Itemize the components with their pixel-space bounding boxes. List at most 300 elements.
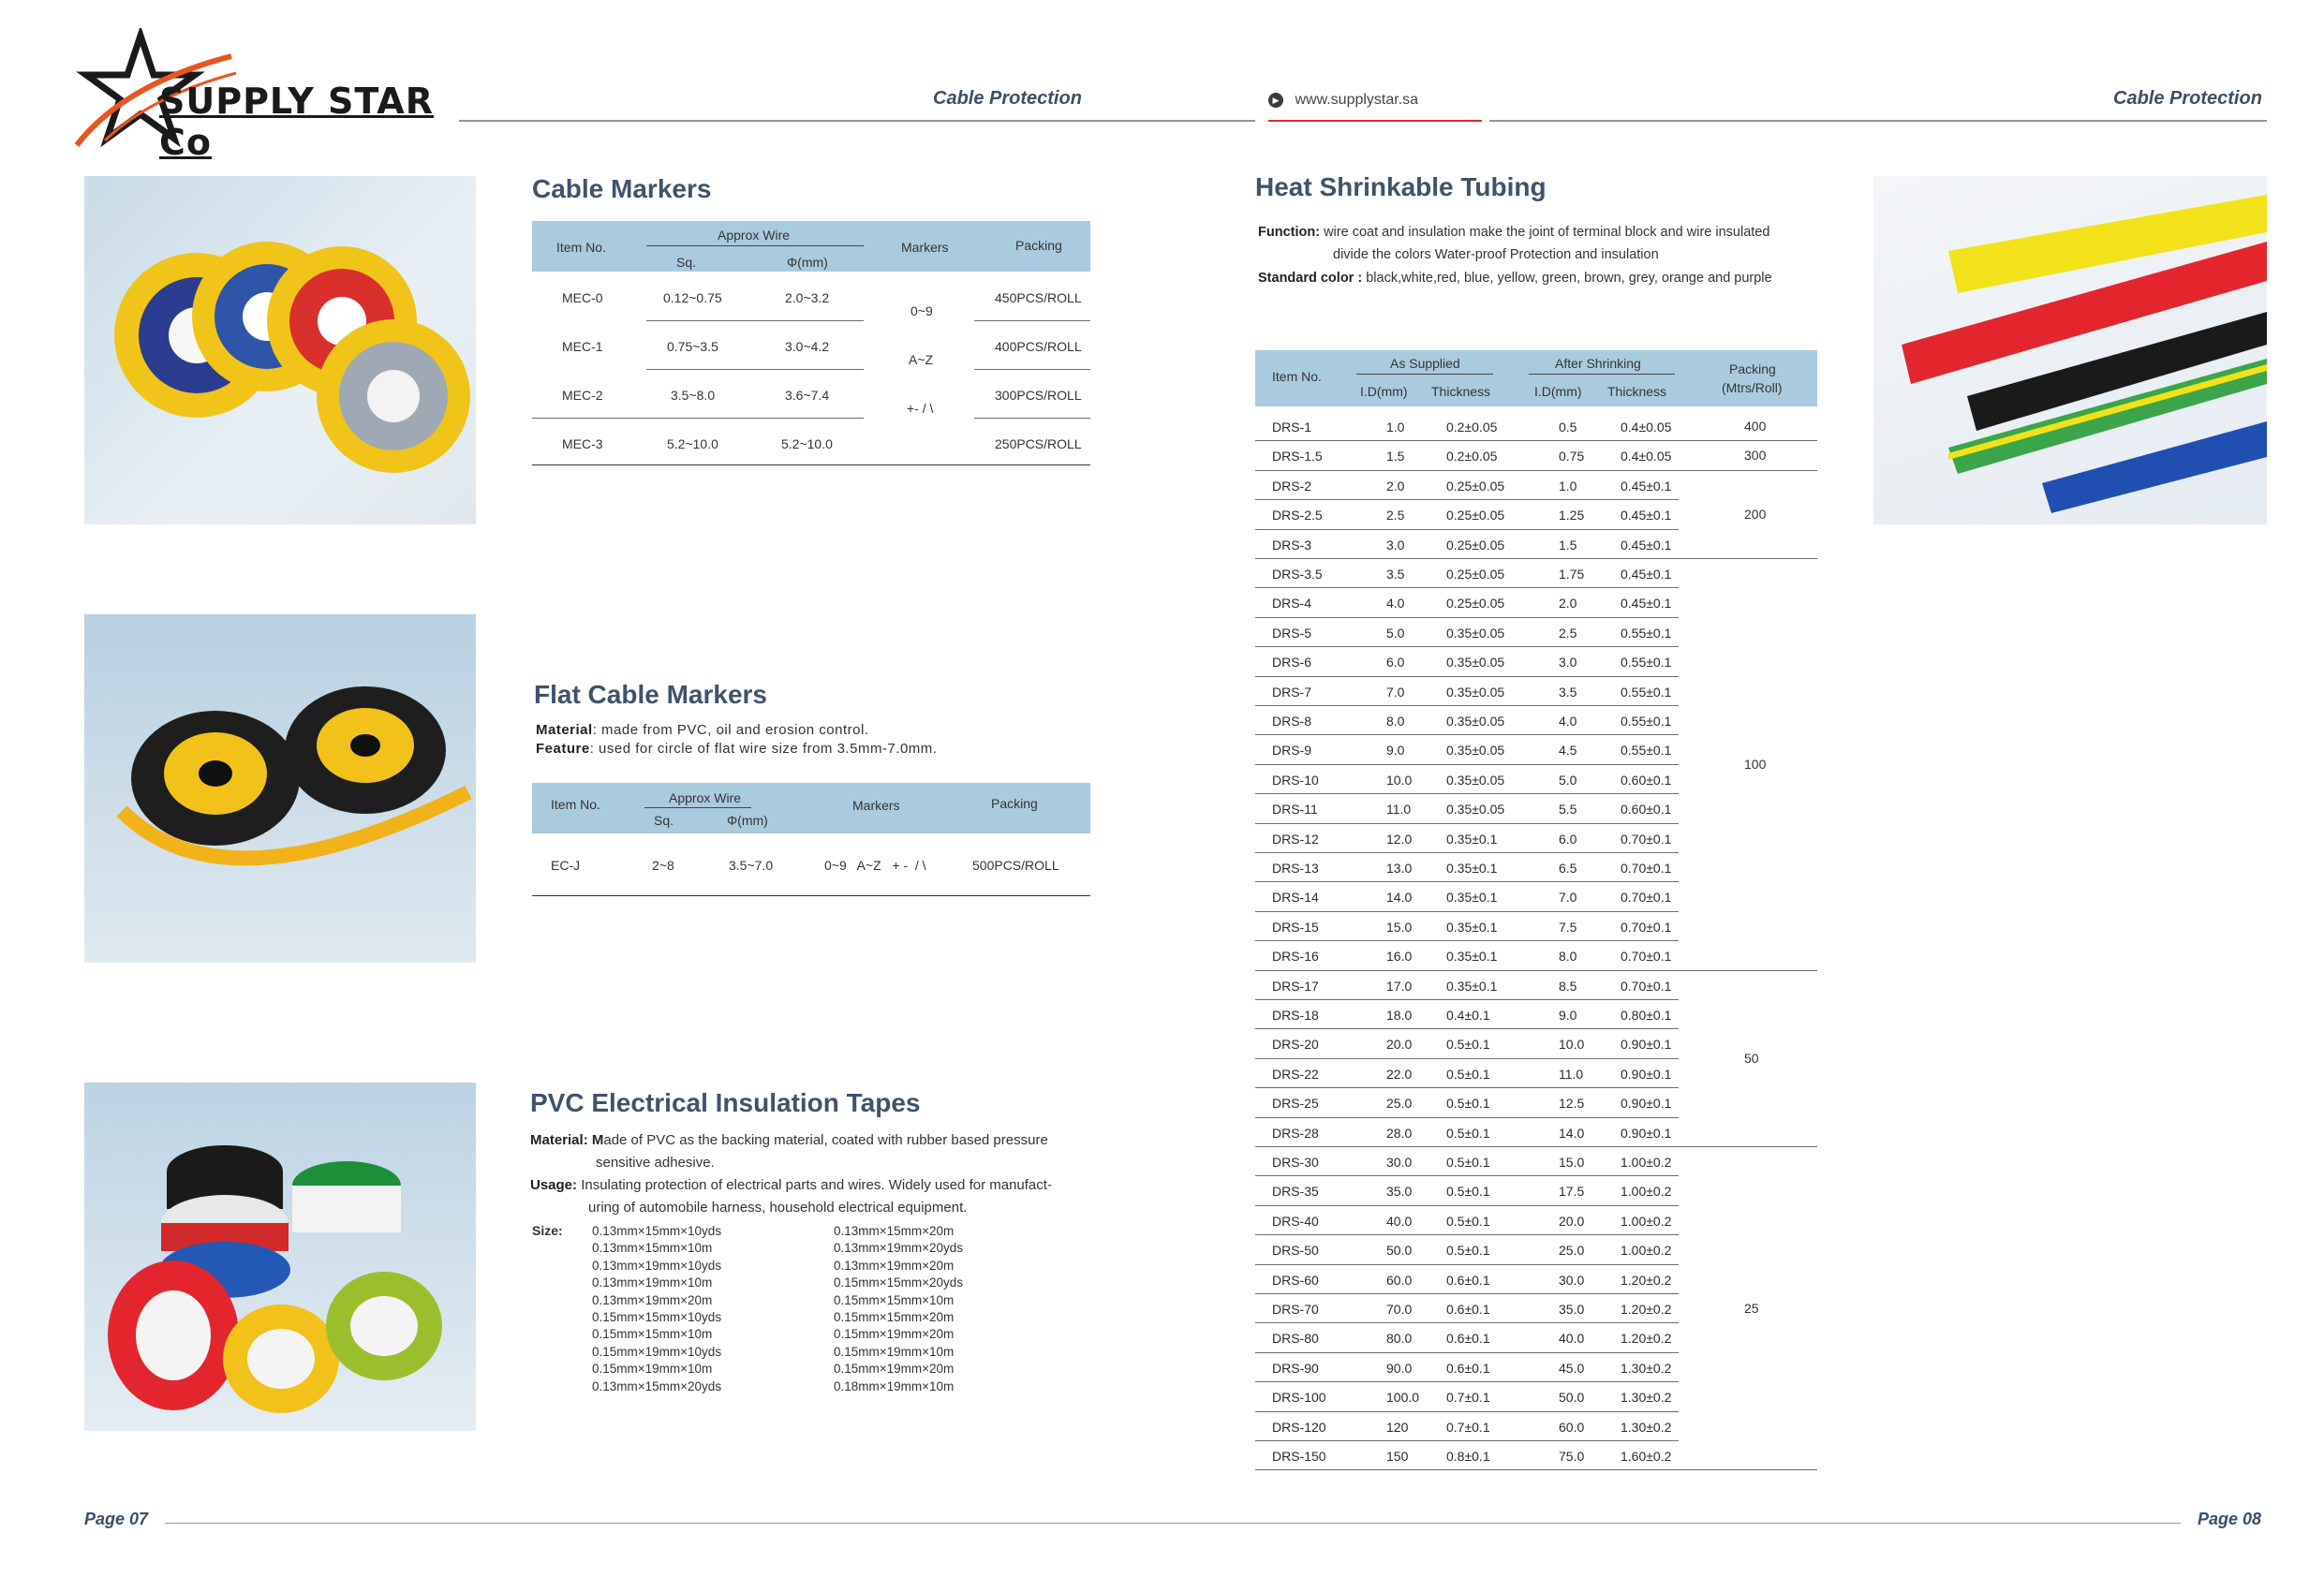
cable-markers-title: Cable Markers bbox=[532, 174, 712, 203]
pvc-sizes-left bbox=[592, 1223, 721, 1395]
hs-cell-thick1: 0.35±0.1 bbox=[1446, 949, 1498, 965]
hs-header-id1: I.D(mm) bbox=[1360, 384, 1408, 399]
cm-row-2-dia: 3.6~7.4 bbox=[785, 388, 830, 403]
hs-cell-item: DRS-2.5 bbox=[1272, 508, 1323, 523]
fm-header-sq: Sq. bbox=[654, 813, 674, 828]
cm-row-1-sq: 0.75~3.5 bbox=[667, 339, 718, 354]
hs-header-packing: Packing bbox=[1729, 361, 1776, 376]
cm-header-markers: Markers bbox=[901, 240, 949, 255]
hs-cell-id1: 20.0 bbox=[1386, 1037, 1413, 1053]
pvc-material-line2: sensitive adhesive. bbox=[596, 1155, 715, 1171]
flat-material-label: Material bbox=[536, 722, 593, 738]
hs-cell-thick2: 0.70±0.1 bbox=[1621, 890, 1672, 906]
fm-row-packing: 500PCS/ROLL bbox=[972, 858, 1059, 873]
hs-cell-thick2: 1.30±0.2 bbox=[1621, 1390, 1672, 1406]
hs-cell-thick1: 0.5±0.1 bbox=[1446, 1184, 1490, 1200]
hs-cell-id1: 30.0 bbox=[1386, 1155, 1413, 1170]
hs-cell-thick2: 0.4±0.05 bbox=[1621, 449, 1672, 464]
fm-header-markers: Markers bbox=[852, 798, 900, 813]
hs-cell-item: DRS-70 bbox=[1272, 1302, 1319, 1317]
play-circle-icon: ▶ bbox=[1268, 93, 1283, 108]
hs-cell-thick2: 0.55±0.1 bbox=[1621, 714, 1672, 729]
hs-cell-thick1: 0.6±0.1 bbox=[1446, 1272, 1490, 1288]
hs-cell-id2: 5.5 bbox=[1559, 802, 1577, 818]
marker-rolls-image bbox=[84, 176, 476, 524]
fm-row-sq: 2~8 bbox=[652, 858, 674, 873]
table-row bbox=[1255, 1353, 1817, 1382]
hs-cell-id2: 8.5 bbox=[1559, 978, 1577, 994]
cm-row-1-dia: 3.0~4.2 bbox=[785, 339, 830, 354]
cm-marker-0: 0~9 bbox=[910, 303, 933, 318]
hs-cell-thick1: 0.2±0.05 bbox=[1446, 420, 1498, 435]
flat-markers-title: Flat Cable Markers bbox=[534, 680, 767, 709]
hs-cell-item: DRS-80 bbox=[1272, 1331, 1319, 1347]
hs-function-line2: divide the colors Water-proof Protection and insulation bbox=[1333, 247, 1659, 262]
fm-header-dia: Φ(mm) bbox=[727, 813, 768, 828]
size-item: 0.15mm×15mm×10m bbox=[834, 1292, 955, 1307]
hs-cell-thick1: 0.35±0.1 bbox=[1446, 890, 1498, 906]
hs-cell-id1: 120 bbox=[1386, 1419, 1409, 1435]
hs-cell-id2: 15.0 bbox=[1559, 1155, 1585, 1170]
table-row bbox=[1255, 971, 1817, 1000]
hs-cell-id1: 1.0 bbox=[1386, 420, 1405, 435]
hs-cell-id2: 25.0 bbox=[1559, 1243, 1585, 1259]
hs-cell-thick1: 0.6±0.1 bbox=[1446, 1360, 1490, 1376]
hs-cell-thick1: 0.35±0.1 bbox=[1446, 831, 1498, 847]
hs-cell-thick1: 0.35±0.1 bbox=[1446, 919, 1498, 935]
logo-text: SUPPLY STAR Co bbox=[159, 81, 434, 163]
hs-packing-value: 300 bbox=[1744, 448, 1767, 464]
fm-row-markers: 0~9 A~Z + - / \ bbox=[824, 858, 926, 873]
hs-cell-thick1: 0.35±0.05 bbox=[1446, 625, 1505, 641]
cm-row-2-item: MEC-2 bbox=[562, 388, 603, 403]
size-item: 0.15mm×15mm×10yds bbox=[592, 1310, 722, 1325]
hs-cell-item: DRS-2 bbox=[1272, 478, 1312, 494]
hs-cell-id2: 45.0 bbox=[1559, 1360, 1585, 1376]
website-text: www.supplystar.sa bbox=[1295, 92, 1419, 108]
hs-cell-id1: 70.0 bbox=[1386, 1302, 1413, 1317]
size-item: 0.15mm×19mm×20m bbox=[834, 1327, 955, 1342]
cm-row-0-item: MEC-0 bbox=[562, 290, 603, 305]
table-row bbox=[1255, 824, 1817, 853]
hs-cell-id1: 9.0 bbox=[1386, 743, 1405, 759]
hs-cell-thick1: 0.5±0.1 bbox=[1446, 1155, 1490, 1170]
hs-cell-thick1: 0.5±0.1 bbox=[1446, 1066, 1490, 1082]
flat-marker-rolls-image bbox=[84, 614, 476, 963]
hs-cell-thick2: 1.00±0.2 bbox=[1621, 1184, 1672, 1200]
fm-header-approx: Approx Wire bbox=[669, 790, 742, 805]
fm-header-packing: Packing bbox=[991, 796, 1038, 811]
hs-cell-id2: 40.0 bbox=[1559, 1331, 1585, 1347]
table-row bbox=[1255, 1088, 1817, 1117]
table-row bbox=[1255, 706, 1817, 735]
hs-cell-item: DRS-18 bbox=[1272, 1008, 1319, 1023]
cm-row-3-sq: 5.2~10.0 bbox=[667, 436, 718, 451]
hs-cell-thick2: 0.90±0.1 bbox=[1621, 1125, 1672, 1141]
hs-cell-id1: 2.5 bbox=[1386, 508, 1405, 523]
hs-cell-id1: 22.0 bbox=[1386, 1066, 1413, 1082]
hs-cell-thick2: 1.00±0.2 bbox=[1621, 1155, 1672, 1170]
pvc-tapes-title: PVC Electrical Insulation Tapes bbox=[530, 1088, 921, 1117]
hs-cell-item: DRS-16 bbox=[1272, 949, 1319, 965]
hs-cell-id1: 2.0 bbox=[1386, 478, 1405, 494]
hs-cell-id1: 4.0 bbox=[1386, 596, 1405, 612]
hs-cell-id1: 17.0 bbox=[1386, 978, 1413, 994]
table-row bbox=[1255, 677, 1817, 706]
hs-cell-id1: 12.0 bbox=[1386, 831, 1413, 847]
table-row bbox=[1255, 1323, 1817, 1352]
hs-packing-value: 200 bbox=[1744, 506, 1767, 522]
cm-marker-1: A~Z bbox=[909, 352, 934, 367]
hs-header-item: Item No. bbox=[1272, 369, 1322, 384]
hs-cell-thick2: 0.45±0.1 bbox=[1621, 596, 1672, 612]
cm-header-approx-underline bbox=[646, 245, 864, 246]
cm-header-sq: Sq. bbox=[676, 255, 697, 270]
tubing-image bbox=[1873, 176, 2267, 524]
website-underline bbox=[1268, 120, 1482, 122]
hs-cell-id2: 6.0 bbox=[1559, 831, 1577, 847]
flat-feature-label: Feature bbox=[536, 741, 590, 757]
table-row bbox=[1255, 1412, 1817, 1441]
hs-cell-item: DRS-120 bbox=[1272, 1419, 1326, 1435]
hs-cell-thick2: 0.45±0.1 bbox=[1621, 567, 1672, 582]
hs-cell-item: DRS-25 bbox=[1272, 1096, 1319, 1112]
pvc-usage-text: Insulating protection of electrical parts and wires. Widely used for manufact- bbox=[581, 1177, 1052, 1193]
cable-markers-photo bbox=[84, 176, 476, 524]
hs-cell-thick2: 0.60±0.1 bbox=[1621, 802, 1672, 818]
size-item: 0.13mm×19mm×10m bbox=[592, 1275, 713, 1290]
cm-row-3-item: MEC-3 bbox=[562, 436, 603, 451]
footer-page-right: Page 08 bbox=[2198, 1510, 2262, 1528]
pvc-material-label: Material: M bbox=[530, 1132, 604, 1148]
hs-cell-item: DRS-5 bbox=[1272, 625, 1312, 641]
hs-cell-thick2: 1.30±0.2 bbox=[1621, 1419, 1672, 1435]
hs-cell-id2: 5.0 bbox=[1559, 772, 1577, 788]
hs-cell-thick1: 0.5±0.1 bbox=[1446, 1096, 1490, 1112]
hs-cell-item: DRS-50 bbox=[1272, 1243, 1319, 1259]
pvc-tapes-photo bbox=[84, 1083, 476, 1431]
hs-cell-id1: 35.0 bbox=[1386, 1184, 1413, 1200]
hs-cell-thick2: 1.20±0.2 bbox=[1621, 1331, 1672, 1347]
hs-cell-thick2: 1.20±0.2 bbox=[1621, 1302, 1672, 1317]
hs-cell-id1: 3.5 bbox=[1386, 567, 1405, 582]
hs-supplied-underline bbox=[1356, 374, 1493, 375]
hs-cell-id1: 28.0 bbox=[1386, 1125, 1413, 1141]
hs-cell-thick1: 0.8±0.1 bbox=[1446, 1449, 1490, 1464]
hs-cell-id1: 5.0 bbox=[1386, 625, 1405, 641]
hs-header-supplied: As Supplied bbox=[1390, 356, 1460, 371]
hs-cell-id1: 150 bbox=[1386, 1449, 1409, 1464]
hs-cell-item: DRS-30 bbox=[1272, 1155, 1319, 1170]
hs-cell-id1: 80.0 bbox=[1386, 1331, 1413, 1347]
table-row bbox=[1255, 530, 1817, 559]
cm-row-0-packing: 450PCS/ROLL bbox=[995, 290, 1082, 305]
hs-cell-thick2: 0.70±0.1 bbox=[1621, 861, 1672, 876]
hs-cell-id2: 0.75 bbox=[1559, 449, 1585, 464]
cm-row-1-packing: 400PCS/ROLL bbox=[995, 339, 1082, 354]
size-item: 0.13mm×19mm×20yds bbox=[834, 1241, 964, 1256]
hs-header-packing-unit: (Mtrs/Roll) bbox=[1722, 380, 1783, 395]
hs-cell-thick2: 1.00±0.2 bbox=[1621, 1213, 1672, 1229]
hs-cell-id1: 3.0 bbox=[1386, 537, 1405, 553]
cm-row-0-sq: 0.12~0.75 bbox=[663, 290, 722, 305]
hs-cell-thick2: 0.70±0.1 bbox=[1621, 949, 1672, 965]
cm-row-1-item: MEC-1 bbox=[562, 339, 603, 354]
table-row bbox=[1255, 1147, 1817, 1176]
hs-cell-id2: 4.5 bbox=[1559, 743, 1577, 759]
cm-header-approx: Approx Wire bbox=[718, 228, 791, 243]
hs-cell-id2: 8.0 bbox=[1559, 949, 1577, 965]
size-item: 0.13mm×19mm×20m bbox=[592, 1292, 713, 1307]
hs-cell-item: DRS-1 bbox=[1272, 420, 1312, 435]
hs-cell-thick2: 1.00±0.2 bbox=[1621, 1243, 1672, 1259]
hs-cell-item: DRS-60 bbox=[1272, 1272, 1319, 1288]
hs-cell-thick1: 0.35±0.05 bbox=[1446, 772, 1505, 788]
table-row bbox=[1255, 941, 1817, 970]
tape-rolls-image bbox=[84, 1083, 476, 1431]
size-item: 0.13mm×15mm×20yds bbox=[592, 1378, 722, 1393]
hs-header-thick2: Thickness bbox=[1607, 384, 1667, 399]
hs-cell-item: DRS-8 bbox=[1272, 714, 1312, 729]
hs-cell-item: DRS-12 bbox=[1272, 831, 1319, 847]
hs-cell-id2: 2.5 bbox=[1559, 625, 1577, 641]
table-row bbox=[1255, 882, 1817, 911]
hs-function-label: Function: bbox=[1258, 225, 1321, 240]
hs-cell-thick2: 0.45±0.1 bbox=[1621, 508, 1672, 523]
hs-cell-id2: 14.0 bbox=[1559, 1125, 1585, 1141]
table-row bbox=[1255, 471, 1817, 500]
size-item: 0.13mm×19mm×20m bbox=[834, 1258, 955, 1273]
hs-cell-thick2: 0.90±0.1 bbox=[1621, 1096, 1672, 1112]
cm-header-dia: Φ(mm) bbox=[787, 255, 828, 270]
hs-cell-id2: 0.5 bbox=[1559, 420, 1577, 435]
hs-cell-thick1: 0.5±0.1 bbox=[1446, 1213, 1490, 1229]
left-header-rule bbox=[459, 120, 1255, 122]
pvc-usage-line2: uring of automobile harness, household electrical equipment. bbox=[588, 1200, 968, 1216]
cm-header-packing: Packing bbox=[1015, 238, 1062, 253]
cm-row-1-divider bbox=[646, 369, 864, 370]
hs-cell-thick2: 0.70±0.1 bbox=[1621, 919, 1672, 935]
hs-packing-value: 100 bbox=[1744, 756, 1767, 772]
hs-cell-id2: 1.5 bbox=[1559, 537, 1577, 553]
hs-cell-item: DRS-100 bbox=[1272, 1390, 1326, 1406]
size-item: 0.18mm×19mm×10m bbox=[834, 1378, 955, 1393]
hs-cell-thick1: 0.25±0.05 bbox=[1446, 537, 1505, 553]
hs-cell-id2: 2.0 bbox=[1559, 596, 1577, 612]
table-row bbox=[1255, 500, 1817, 529]
hs-cell-id1: 11.0 bbox=[1386, 802, 1412, 818]
hs-color-label: Standard color : bbox=[1258, 271, 1363, 286]
hs-cell-thick2: 0.55±0.1 bbox=[1621, 743, 1672, 759]
table-row bbox=[1255, 1118, 1817, 1147]
table-row bbox=[1255, 559, 1817, 588]
hs-cell-id2: 20.0 bbox=[1559, 1213, 1585, 1229]
flat-material-text: : made from PVC, oil and erosion control. bbox=[592, 722, 869, 738]
cm-row-3-dia: 5.2~10.0 bbox=[781, 436, 833, 451]
hs-cell-id1: 50.0 bbox=[1386, 1243, 1413, 1259]
hs-cell-id1: 100.0 bbox=[1386, 1390, 1420, 1406]
fm-row-dia: 3.5~7.0 bbox=[729, 858, 774, 873]
left-header-title: Cable Protection bbox=[933, 88, 1082, 109]
flat-markers-photo bbox=[84, 614, 476, 963]
table-row bbox=[1255, 1029, 1817, 1058]
size-item: 0.13mm×19mm×10yds bbox=[592, 1258, 722, 1273]
hs-cell-id2: 6.5 bbox=[1559, 861, 1577, 876]
cm-row-0-divider bbox=[646, 320, 864, 321]
size-item: 0.15mm×15mm×20m bbox=[834, 1310, 955, 1325]
brand-logo bbox=[67, 28, 461, 163]
hs-header-id2: I.D(mm) bbox=[1534, 384, 1582, 399]
cm-row-2-packing: 300PCS/ROLL bbox=[995, 388, 1082, 403]
hs-color-line bbox=[1258, 267, 1772, 289]
hs-cell-id2: 35.0 bbox=[1559, 1302, 1585, 1317]
hs-cell-item: DRS-3 bbox=[1272, 537, 1312, 553]
hs-cell-id1: 16.0 bbox=[1386, 949, 1413, 965]
table-row bbox=[1255, 1441, 1817, 1470]
hs-cell-thick1: 0.35±0.05 bbox=[1446, 655, 1505, 671]
hs-cell-item: DRS-13 bbox=[1272, 861, 1319, 876]
size-item: 0.15mm×15mm×20yds bbox=[834, 1275, 964, 1290]
hs-cell-thick1: 0.25±0.05 bbox=[1446, 508, 1505, 523]
hs-cell-id2: 1.75 bbox=[1559, 567, 1585, 582]
hs-cell-id2: 3.5 bbox=[1559, 684, 1577, 700]
table-row bbox=[1255, 1176, 1817, 1205]
footer-page-left: Page 07 bbox=[84, 1510, 149, 1528]
table-row bbox=[1255, 588, 1817, 617]
hs-function-text: wire coat and insulation make the joint of terminal block and wire insulated bbox=[1324, 225, 1770, 240]
table-row bbox=[1255, 647, 1817, 676]
hs-cell-id1: 18.0 bbox=[1386, 1008, 1413, 1023]
fm-row-item: EC-J bbox=[551, 858, 581, 873]
table-row bbox=[1255, 735, 1817, 764]
hs-cell-id2: 17.5 bbox=[1559, 1184, 1585, 1200]
hs-cell-thick2: 0.55±0.1 bbox=[1621, 625, 1672, 641]
hs-cell-id1: 25.0 bbox=[1386, 1096, 1413, 1112]
hs-cell-id2: 1.0 bbox=[1559, 478, 1577, 494]
hs-header-thick1: Thickness bbox=[1431, 384, 1491, 399]
cm-row-2-sq: 3.5~8.0 bbox=[671, 388, 716, 403]
right-header-title: Cable Protection bbox=[2113, 88, 2262, 109]
hs-cell-id2: 3.0 bbox=[1559, 655, 1577, 671]
hs-cell-id2: 10.0 bbox=[1559, 1037, 1585, 1053]
hs-cell-thick1: 0.35±0.1 bbox=[1446, 861, 1498, 876]
size-item: 0.15mm×15mm×10m bbox=[592, 1327, 713, 1342]
hs-cell-id1: 8.0 bbox=[1386, 714, 1405, 729]
hs-cell-thick2: 1.30±0.2 bbox=[1621, 1360, 1672, 1376]
hs-cell-thick1: 0.35±0.1 bbox=[1446, 978, 1498, 994]
hs-cell-thick1: 0.35±0.05 bbox=[1446, 743, 1505, 759]
fm-bottom-rule bbox=[532, 895, 1090, 896]
table-row bbox=[1255, 441, 1817, 470]
cm-header-item: Item No. bbox=[556, 240, 606, 255]
hs-cell-id2: 4.0 bbox=[1559, 714, 1577, 729]
hs-cell-item: DRS-15 bbox=[1272, 919, 1319, 935]
hs-cell-thick2: 0.80±0.1 bbox=[1621, 1008, 1672, 1023]
hs-cell-thick1: 0.25±0.05 bbox=[1446, 478, 1505, 494]
hs-cell-thick2: 0.55±0.1 bbox=[1621, 684, 1672, 700]
hs-cell-id1: 60.0 bbox=[1386, 1272, 1413, 1288]
size-item: 0.15mm×19mm×10m bbox=[592, 1362, 713, 1377]
right-header-rule bbox=[1489, 120, 2267, 122]
table-row bbox=[1255, 1206, 1817, 1235]
hs-row-divider bbox=[1255, 1469, 1817, 1470]
cm-marker-2: +- / \ bbox=[907, 401, 934, 416]
cm-row-0-dia: 2.0~3.2 bbox=[785, 290, 830, 305]
hs-cell-item: DRS-3.5 bbox=[1272, 567, 1323, 582]
hs-header-shrinking: After Shrinking bbox=[1555, 356, 1641, 371]
hs-cell-item: DRS-11 bbox=[1272, 802, 1318, 818]
hs-cell-thick1: 0.7±0.1 bbox=[1446, 1390, 1490, 1406]
hs-function-line bbox=[1258, 221, 1769, 243]
hs-cell-thick1: 0.4±0.1 bbox=[1446, 1008, 1490, 1023]
hs-cell-thick2: 0.45±0.1 bbox=[1621, 478, 1672, 494]
hs-cell-id2: 60.0 bbox=[1559, 1419, 1585, 1435]
hs-packing-value: 25 bbox=[1744, 1300, 1759, 1316]
hs-cell-item: DRS-150 bbox=[1272, 1449, 1326, 1464]
pvc-material-line bbox=[530, 1129, 1092, 1152]
cm-bottom-rule bbox=[532, 464, 1090, 465]
hs-cell-thick2: 0.60±0.1 bbox=[1621, 772, 1672, 788]
fm-header-approx-underline bbox=[644, 807, 751, 808]
table-row bbox=[1255, 618, 1817, 647]
fm-header-item: Item No. bbox=[551, 797, 600, 812]
hs-cell-thick1: 0.2±0.05 bbox=[1446, 449, 1498, 464]
hs-cell-item: DRS-4 bbox=[1272, 596, 1312, 612]
hs-cell-id2: 30.0 bbox=[1559, 1272, 1585, 1288]
hs-cell-thick2: 0.55±0.1 bbox=[1621, 655, 1672, 671]
hs-cell-thick1: 0.5±0.1 bbox=[1446, 1125, 1490, 1141]
table-row bbox=[1255, 412, 1817, 441]
table-row bbox=[1255, 1265, 1817, 1294]
hs-cell-thick2: 0.70±0.1 bbox=[1621, 831, 1672, 847]
hs-cell-thick1: 0.6±0.1 bbox=[1446, 1302, 1490, 1317]
hs-cell-id1: 40.0 bbox=[1386, 1213, 1413, 1229]
cm-row-3-packing: 250PCS/ROLL bbox=[995, 436, 1082, 451]
hs-shrinking-underline bbox=[1529, 374, 1675, 375]
hs-cell-id1: 7.0 bbox=[1386, 684, 1405, 700]
hs-packing-value: 400 bbox=[1744, 418, 1767, 434]
table-row bbox=[1255, 912, 1817, 941]
hs-cell-thick1: 0.5±0.1 bbox=[1446, 1243, 1490, 1259]
hs-cell-id1: 13.0 bbox=[1386, 861, 1413, 876]
hs-cell-item: DRS-17 bbox=[1272, 978, 1319, 994]
website-link[interactable] bbox=[1268, 92, 1418, 109]
pvc-usage-label: Usage: bbox=[530, 1177, 578, 1193]
table-row bbox=[1255, 1059, 1817, 1088]
heat-shrink-photo bbox=[1873, 176, 2267, 524]
hs-cell-thick2: 1.60±0.2 bbox=[1621, 1449, 1672, 1464]
size-item: 0.15mm×19mm×20m bbox=[834, 1362, 955, 1377]
hs-cell-id2: 9.0 bbox=[1559, 1008, 1577, 1023]
pvc-sizes-right bbox=[834, 1223, 963, 1395]
hs-cell-id2: 1.25 bbox=[1559, 508, 1585, 523]
table-row bbox=[1255, 1294, 1817, 1323]
hs-cell-thick1: 0.25±0.05 bbox=[1446, 596, 1505, 612]
hs-cell-thick2: 0.70±0.1 bbox=[1621, 978, 1672, 994]
hs-cell-id2: 50.0 bbox=[1559, 1390, 1585, 1406]
hs-cell-item: DRS-22 bbox=[1272, 1066, 1319, 1082]
flat-feature-text: : used for circle of flat wire size from 3.5mm-7.0mm. bbox=[589, 741, 938, 757]
size-item: 0.13mm×15mm×10yds bbox=[592, 1224, 722, 1238]
flat-feature-line bbox=[536, 738, 937, 760]
hs-cell-id2: 12.5 bbox=[1559, 1096, 1585, 1112]
size-item: 0.15mm×19mm×10yds bbox=[592, 1344, 722, 1359]
cm-row-1-divider-right bbox=[974, 369, 1090, 370]
hs-cell-id2: 11.0 bbox=[1559, 1066, 1584, 1082]
hs-cell-thick1: 0.25±0.05 bbox=[1446, 567, 1505, 582]
footer-rule bbox=[165, 1523, 2181, 1524]
hs-cell-item: DRS-1.5 bbox=[1272, 449, 1323, 464]
